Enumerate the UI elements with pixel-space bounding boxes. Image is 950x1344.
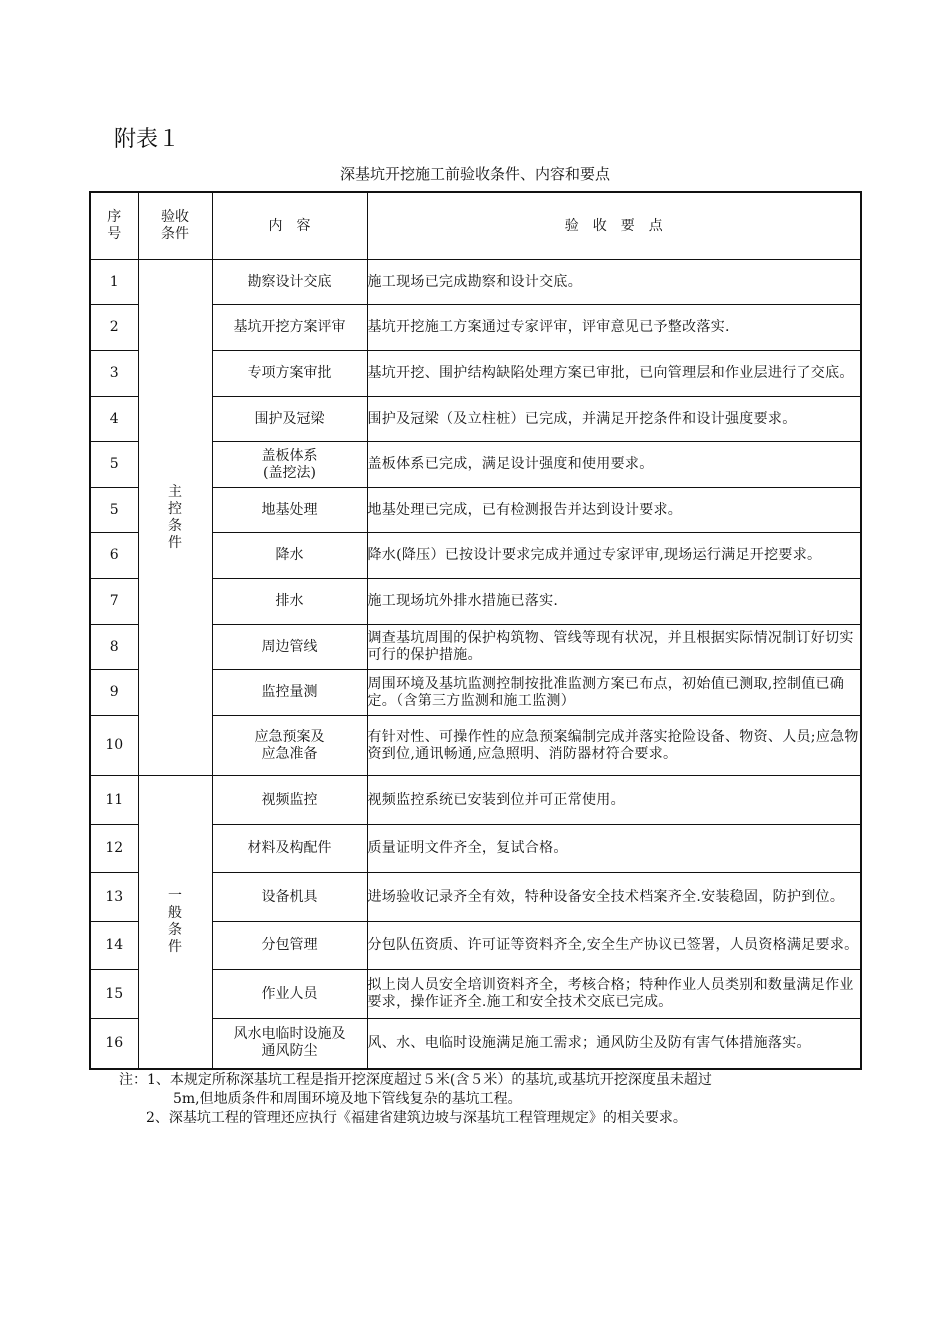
row-number: 14	[90, 922, 138, 970]
row-number: 13	[90, 873, 138, 922]
row-acceptance-points: 地基处理已完成，已有检测报告并达到设计要求。	[367, 488, 861, 533]
row-content: 专项方案审批	[212, 351, 367, 397]
row-acceptance-points: 盖板体系已完成，满足设计强度和使用要求。	[367, 442, 861, 488]
condition-group-general	[138, 776, 212, 1069]
note-line-3: 2、深基坑工程的管理还应执行《福建省建筑边坡与深基坑工程管理规定》的相关要求。	[146, 1110, 687, 1126]
row-number: 10	[90, 716, 138, 776]
row-number: 12	[90, 825, 138, 873]
condition-group-char: 般	[168, 904, 182, 921]
condition-group-char: 一	[168, 887, 182, 904]
row-content: 视频监控	[212, 776, 367, 825]
row-acceptance-points: 风、水、电临时设施满足施工需求；通风防尘及防有害气体措施落实。	[367, 1019, 861, 1069]
row-acceptance-points: 质量证明文件齐全，复试合格。	[367, 825, 861, 873]
condition-group-char: 主	[168, 483, 182, 500]
row-content: 分包管理	[212, 922, 367, 970]
row-number: 2	[90, 305, 138, 351]
row-content: 排水	[212, 579, 367, 625]
row-number: 3	[90, 351, 138, 397]
table-notes	[119, 1071, 839, 1128]
header-condition	[138, 192, 212, 260]
row-number: 5	[90, 442, 138, 488]
row-acceptance-points: 基坑开挖、围护结构缺陷处理方案已审批，已向管理层和作业层进行了交底。	[367, 351, 861, 397]
row-content: 风水电临时设施及 通风防尘	[212, 1019, 367, 1069]
condition-group-char: 条	[168, 921, 182, 938]
row-content: 地基处理	[212, 488, 367, 533]
header-seq-line: 号	[107, 226, 122, 242]
row-acceptance-points: 基坑开挖施工方案通过专家评审，评审意见已予整改落实.	[367, 305, 861, 351]
note-line-2: 5m,但地质条件和周围环境及地下管线复杂的基坑工程。	[173, 1091, 522, 1107]
appendix-label: 附表１	[114, 127, 181, 152]
row-acceptance-points: 分包队伍资质、许可证等资料齐全,安全生产协议已签署，人员资格满足要求。	[367, 922, 861, 970]
row-acceptance-points: 周围环境及基坑监测控制按批准监测方案已布点，初始值已测取,控制值已确定。（含第三方监测和施工监测）	[367, 670, 861, 716]
row-content: 勘察设计交底	[212, 260, 367, 305]
row-content: 基坑开挖方案评审	[212, 305, 367, 351]
row-acceptance-points: 降水(降压）已按设计要求完成并通过专家评审,现场运行满足开挖要求。	[367, 533, 861, 579]
row-acceptance-points: 施工现场已完成勘察和设计交底。	[367, 260, 861, 305]
row-acceptance-points: 拟上岗人员安全培训资料齐全，考核合格；特种作业人员类别和数量满足作业要求，操作证齐全.施工和安全技术交底已完成。	[367, 970, 861, 1019]
row-number: 1	[90, 260, 138, 305]
row-content: 周边管线	[212, 625, 367, 670]
row-content: 作业人员	[212, 970, 367, 1019]
row-number: 5	[90, 488, 138, 533]
row-number: 6	[90, 533, 138, 579]
row-content: 材料及构配件	[212, 825, 367, 873]
row-number: 11	[90, 776, 138, 825]
condition-group-main	[138, 260, 212, 776]
row-number: 9	[90, 670, 138, 716]
row-acceptance-points: 视频监控系统已安装到位并可正常使用。	[367, 776, 861, 825]
header-seq	[90, 192, 138, 260]
condition-group-char: 件	[168, 534, 182, 551]
condition-group-char: 条	[168, 517, 182, 534]
row-number: 15	[90, 970, 138, 1019]
row-acceptance-points: 围护及冠梁（及立柱桩）已完成，并满足开挖条件和设计强度要求。	[367, 397, 861, 442]
row-acceptance-points: 有针对性、可操作性的应急预案编制完成并落实抢险设备、物资、人员;应急物资到位,通讯畅通,应急照明、消防器材符合要求。	[367, 716, 861, 776]
row-acceptance-points: 施工现场坑外排水措施已落实.	[367, 579, 861, 625]
row-acceptance-points: 进场验收记录齐全有效，特种设备安全技术档案齐全.安装稳固，防护到位。	[367, 873, 861, 922]
row-acceptance-points: 调查基坑周围的保护构筑物、管线等现有状况，并且根据实际情况制订好切实可行的保护措施。	[367, 625, 861, 670]
condition-group-char: 控	[168, 500, 182, 517]
header-condition-line: 条件	[161, 226, 189, 242]
row-content: 应急预案及 应急准备	[212, 716, 367, 776]
row-content: 监控量测	[212, 670, 367, 716]
row-number: 7	[90, 579, 138, 625]
header-seq-line: 序	[107, 209, 122, 225]
table-row	[90, 260, 861, 305]
header-content: 内 容	[212, 192, 367, 260]
header-condition-line: 验收	[161, 209, 189, 225]
table-header-row	[90, 192, 861, 260]
row-content: 设备机具	[212, 873, 367, 922]
row-number: 4	[90, 397, 138, 442]
document-title: 深基坑开挖施工前验收条件、内容和要点	[339, 165, 610, 183]
header-points: 验 收 要 点	[367, 192, 861, 260]
row-content: 降水	[212, 533, 367, 579]
condition-group-char: 件	[168, 938, 182, 955]
acceptance-table	[89, 191, 862, 1070]
note-line-1: 注：1、本规定所称深基坑工程是指开挖深度超过５米(含５米）的基坑,或基坑开挖深度虽未超过	[119, 1072, 712, 1088]
row-content: 盖板体系 (盖挖法)	[212, 442, 367, 488]
row-number: 8	[90, 625, 138, 670]
row-content: 围护及冠梁	[212, 397, 367, 442]
table-row	[90, 776, 861, 825]
row-number: 16	[90, 1019, 138, 1069]
